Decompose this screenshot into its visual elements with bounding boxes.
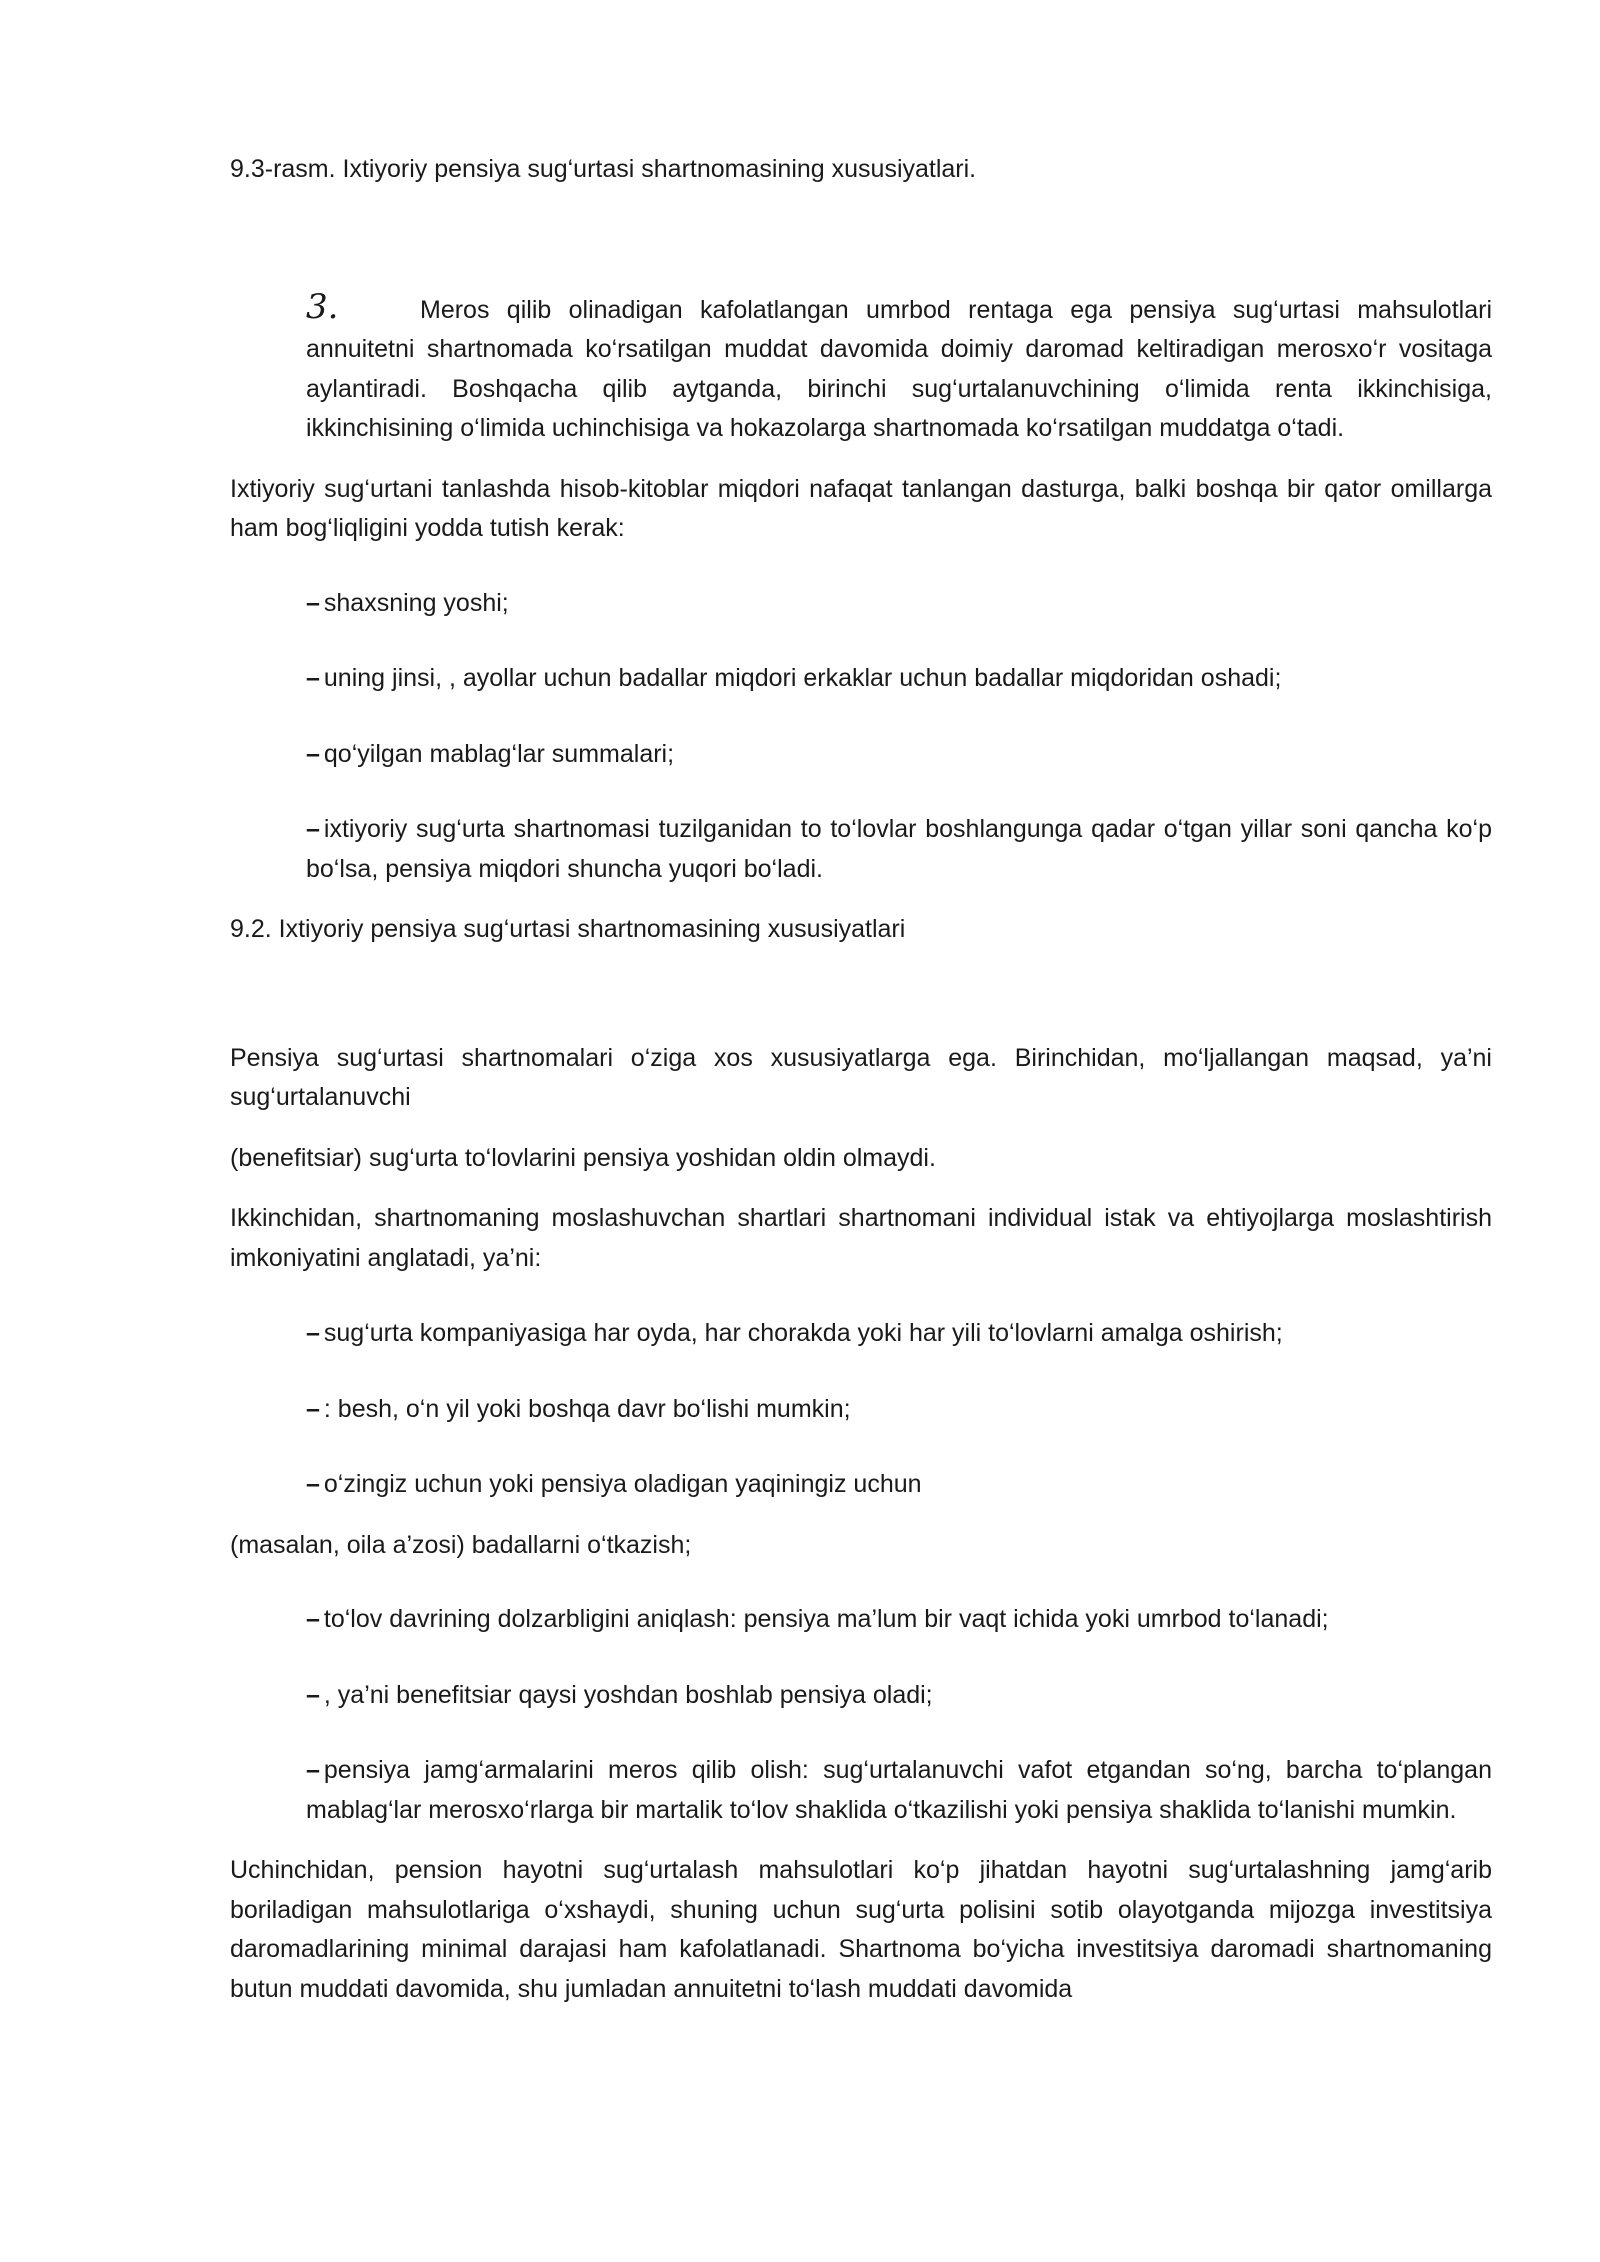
list-item: – pensiya jamg‘armalarini meros qilib olish: sug‘urtalanuvchi vafot etgandan so‘ng, barcha to‘plangan mablag‘lar merosxo‘rlarga bir martalik to‘lov shaklida o‘tkazilishi yoki pensiya shaklida to‘lanishi mumkin. xyxy=(306,1756,1492,1824)
figure-caption: 9.3-rasm. Ixtiyoriy pensiya sug‘urtasi shartnomasining xususiyatlari. xyxy=(230,155,977,183)
list-item: – , ya’ni benefitsiar qaysi yoshdan boshlab pensiya oladi; xyxy=(306,1680,933,1709)
dash-icon: – xyxy=(306,815,320,843)
item-text: Meros qilib olinadigan kafolatlangan umrbod rentaga ega pensiya sug‘urtasi mahsulotlari annuitetni shartnomada ko‘rsatilgan muddat davomida doimiy daromad keltiradigan merosxo‘r vositaga aylantiradi. Boshqacha qilib aytganda, birinchi sug‘urtalanuvchining o‘limida renta ikkinchisiga, ikkinchisining o‘limida uchinchisiga va hokazolarga shartnomada ko‘rsatilgan muddatga o‘tadi. xyxy=(306,295,1492,442)
list-item: – shaxsning yoshi; xyxy=(306,588,509,617)
paragraph: Ixtiyoriy sug‘urtani tanlashda hisob-kitoblar miqdori nafaqat tanlangan dasturga, balki boshqa bir qator omillarga ham bog‘liqligini yodda tutish kerak: xyxy=(230,474,1492,542)
numbered-item xyxy=(306,288,1492,449)
paragraph: Uchinchidan, pension hayotni sug‘urtalash mahsulotlari ko‘p jihatdan hayotni sug‘urtalashning jamg‘arib boriladigan mahsulotlariga o‘xshaydi, shuning uchun sug‘urta polisini sotib olayotganda mijozga investitsiya daromadlarining minimal darajasi ham kafolatlanadi. Shartnoma bo‘yicha investitsiya daromadi shartnomaning butun muddati davomida, shu jumladan annuitetni to‘lash muddati davomida xyxy=(230,1856,1492,2003)
dash-icon: – xyxy=(306,1605,320,1633)
list-item: – qo‘yilgan mablag‘lar summalari; xyxy=(306,739,675,768)
section-heading: 9.2. Ixtiyoriy pensiya sug‘urtasi shartnomasining xususiyatlari xyxy=(230,915,906,943)
condition-list xyxy=(230,1314,1492,1505)
list-item: – sug‘urta kompaniyasiga har oyda, har chorakda yoki har yili to‘lovlarni amalga oshirish; xyxy=(306,1319,1283,1347)
list-item: – to‘lov davrining dolzarbligini aniqlash: pensiya ma’lum bir vaqt ichida yoki umrbod to‘lanadi; xyxy=(306,1605,1329,1633)
item-number: 3. xyxy=(306,286,339,327)
dash-icon: – xyxy=(306,1680,320,1709)
paragraph: (benefitsiar) sug‘urta to‘lovlarini pensiya yoshidan oldin olmaydi. xyxy=(230,1143,936,1172)
dash-icon: – xyxy=(306,1756,320,1784)
list-item: – ixtiyoriy sug‘urta shartnomasi tuzilganidan to to‘lovlar boshlangunga qadar o‘tgan yillar soni qancha ko‘p bo‘lsa, pensiya miqdori shuncha yuqori bo‘ladi. xyxy=(306,815,1492,883)
factor-list xyxy=(230,584,1492,890)
paragraph: Pensiya sug‘urtasi shartnomalari o‘ziga xos xususiyatlarga ega. Birinchidan, mo‘ljallangan maqsad, ya’ni sug‘urtalanuvchi xyxy=(230,1043,1492,1111)
list-item: – uning jinsi, , ayollar uchun badallar miqdori erkaklar uchun badallar miqdoridan oshadi; xyxy=(306,664,1282,692)
dash-icon: – xyxy=(306,739,320,768)
dash-icon: – xyxy=(306,588,320,617)
list-item: – o‘zingiz uchun yoki pensiya oladigan yaqiningiz uchun xyxy=(306,1470,922,1498)
document-page xyxy=(230,150,1492,2009)
dash-icon: – xyxy=(306,1394,320,1423)
paragraph: (masalan, oila a’zosi) badallarni o‘tkazish; xyxy=(230,1530,692,1559)
dash-icon: – xyxy=(306,1319,320,1347)
dash-icon: – xyxy=(306,664,320,692)
dash-icon: – xyxy=(306,1470,320,1498)
list-item: – : besh, o‘n yil yoki boshqa davr bo‘lishi mumkin; xyxy=(306,1394,851,1423)
paragraph: Ikkinchidan, shartnomaning moslashuvchan shartlari shartnomani individual istak va ehtiyojlarga moslashtirish imkoniyatini anglatadi, ya’ni: xyxy=(230,1204,1492,1272)
payment-list xyxy=(230,1600,1492,1830)
